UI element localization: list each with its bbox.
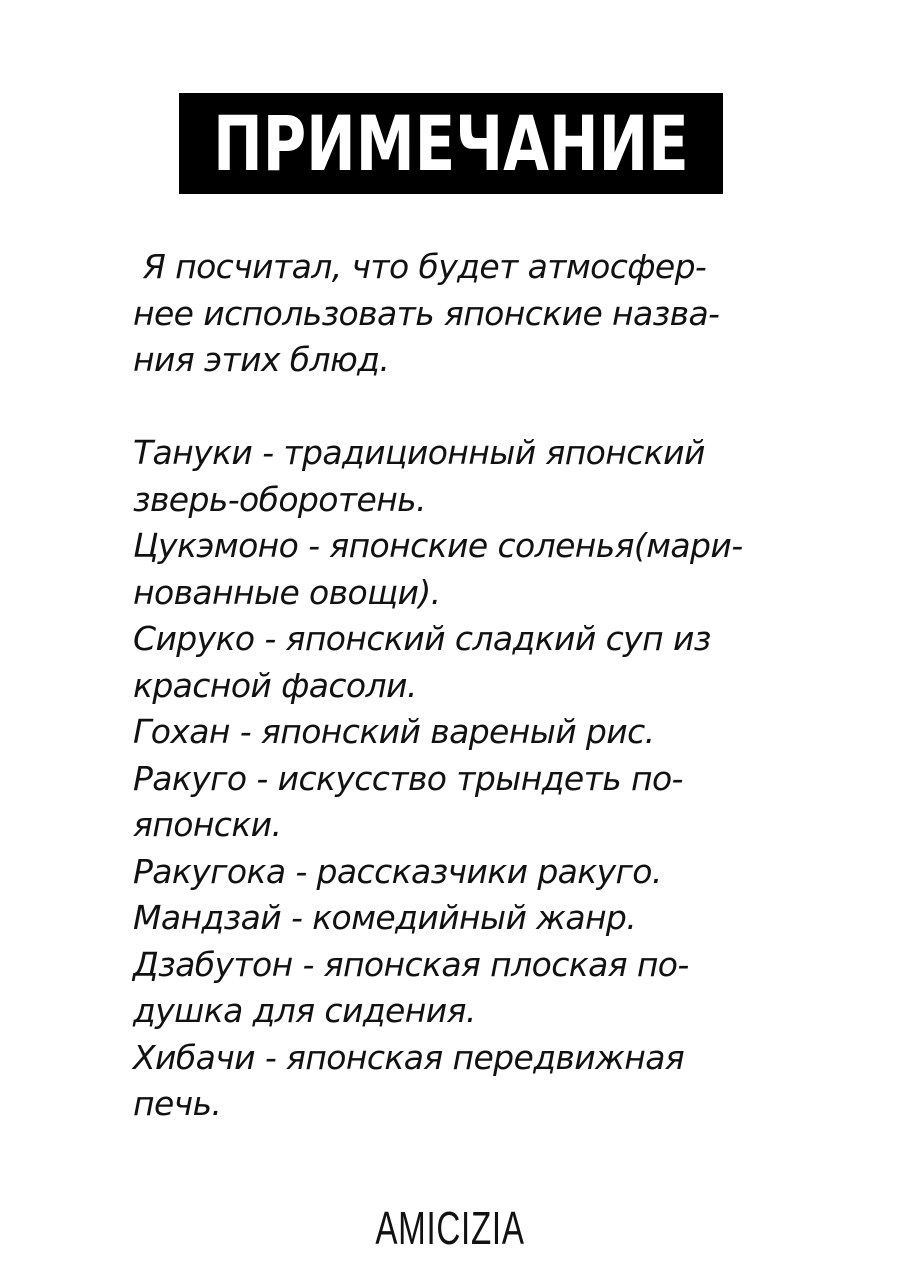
glossary-line: Мандзай - комедийный жанр.	[133, 898, 637, 937]
glossary-line: зверь-оборотень.	[133, 479, 426, 519]
glossary-line: Ракуго - искусство трындеть по-	[133, 758, 683, 798]
intro-line: нее использовать японские назва-	[133, 293, 720, 333]
glossary-line: нованные овощи).	[133, 572, 441, 612]
note-body	[133, 244, 813, 1128]
glossary-line: Хибачи - японская передвижная	[133, 1037, 685, 1077]
glossary-line: Цукэмоно - японские соленья(мари-	[133, 526, 743, 565]
glossary-line: Тануки - традиционный японский	[133, 433, 705, 472]
glossary-line: красной фасоли.	[133, 665, 417, 705]
intro-line: ния этих блюд.	[133, 340, 390, 379]
glossary-line: Гохан - японский вареный рис.	[133, 712, 655, 751]
glossary-line: Сируко - японский сладкий суп из	[133, 619, 711, 658]
intro-line: Я посчитал, что будет атмосфер-	[133, 247, 707, 286]
page-title: ПРИМЕЧАНИЕ	[213, 98, 689, 188]
glossary-line: печь.	[133, 1084, 222, 1123]
glossary-line: Ракугока - рассказчики ракуго.	[133, 851, 662, 891]
footer-brand: AMICIZIA	[375, 1202, 525, 1254]
glossary-line: душка для сидения.	[133, 991, 476, 1030]
title-banner	[179, 93, 723, 194]
glossary-line: Дзабутон - японская плоская по-	[133, 944, 689, 984]
paragraph-gap	[133, 384, 813, 431]
glossary-line: японски.	[133, 805, 282, 844]
